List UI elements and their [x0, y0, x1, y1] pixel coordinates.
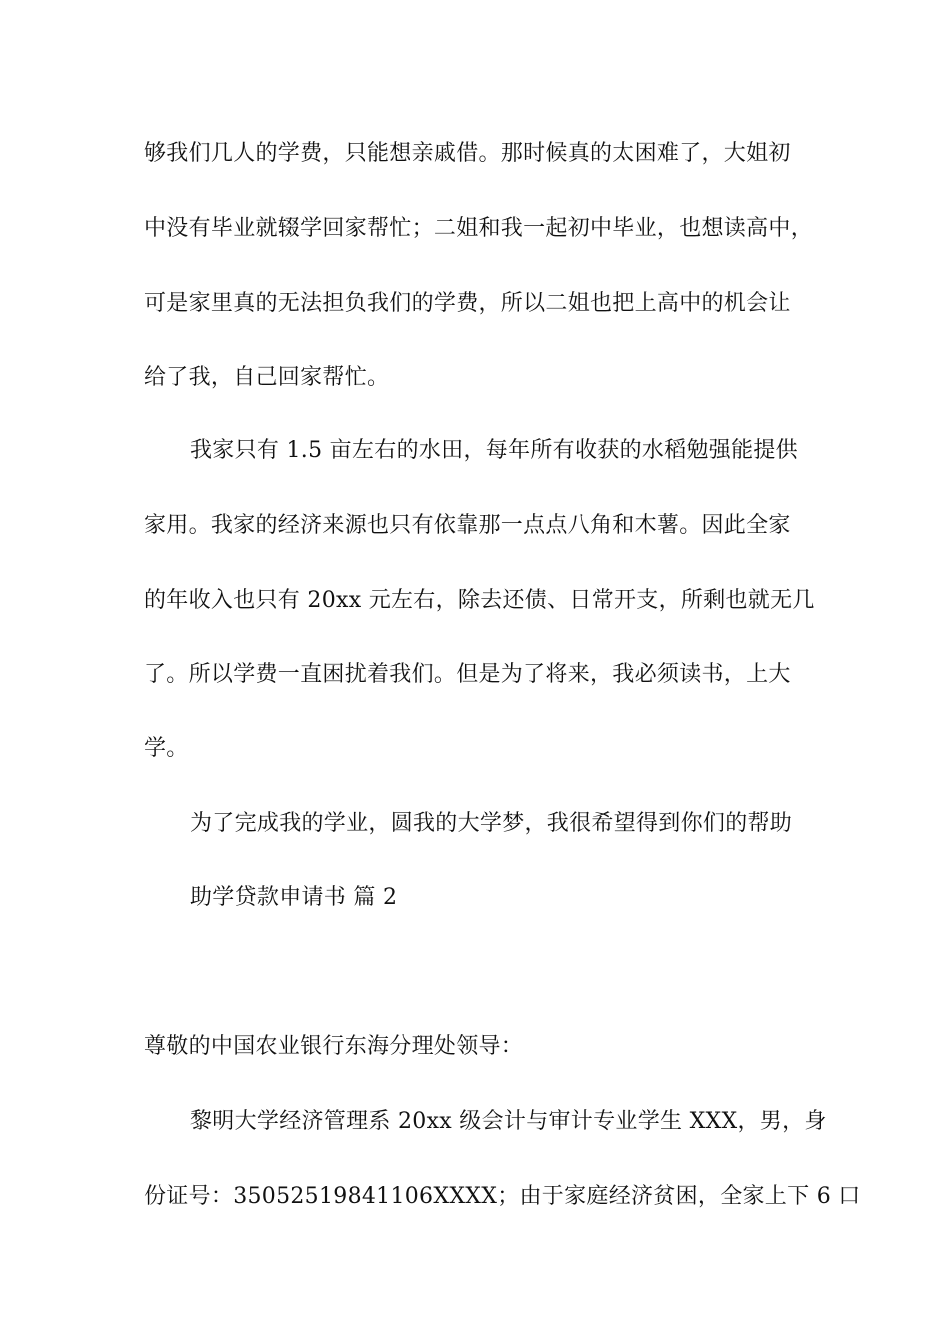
paragraph-line: 够我们几人的学费，只能想亲戚借。那时候真的太困难了，大姐初: [144, 141, 791, 166]
paragraph-line: 给了我，自己回家帮忙。: [144, 365, 390, 390]
paragraph-line: 中没有毕业就辍学回家帮忙；二姐和我一起初中毕业，也想读高中，: [144, 216, 814, 241]
paragraph-line: 黎明大学经济管理系 20xx 级会计与审计专业学生 XXX，男，身: [190, 1109, 827, 1134]
paragraph-line: 可是家里真的无法担负我们的学费，所以二姐也把上高中的机会让: [144, 291, 791, 316]
paragraph-line: 的年收入也只有 20xx 元左右，除去还债、日常开支，所剩也就无几: [144, 588, 815, 613]
salutation: 尊敬的中国农业银行东海分理处领导：: [144, 1034, 524, 1059]
paragraph-line: 份证号：35052519841106XXXX；由于家庭经济贫困，全家上下 6 口: [144, 1184, 861, 1209]
paragraph-line: 了。所以学费一直困扰着我们。但是为了将来，我必须读书，上大: [144, 662, 791, 687]
paragraph-line: 家用。我家的经济来源也只有依靠那一点点八角和木薯。因此全家: [144, 513, 791, 538]
paragraph-line: 学。: [144, 736, 189, 761]
paragraph-line: 为了完成我的学业，圆我的大学梦，我很希望得到你们的帮助: [190, 811, 793, 836]
section-heading: 助学贷款申请书 篇 2: [190, 885, 398, 910]
paragraph-line: 我家只有 1.5 亩左右的水田，每年所有收获的水稻勉强能提供: [190, 438, 798, 463]
